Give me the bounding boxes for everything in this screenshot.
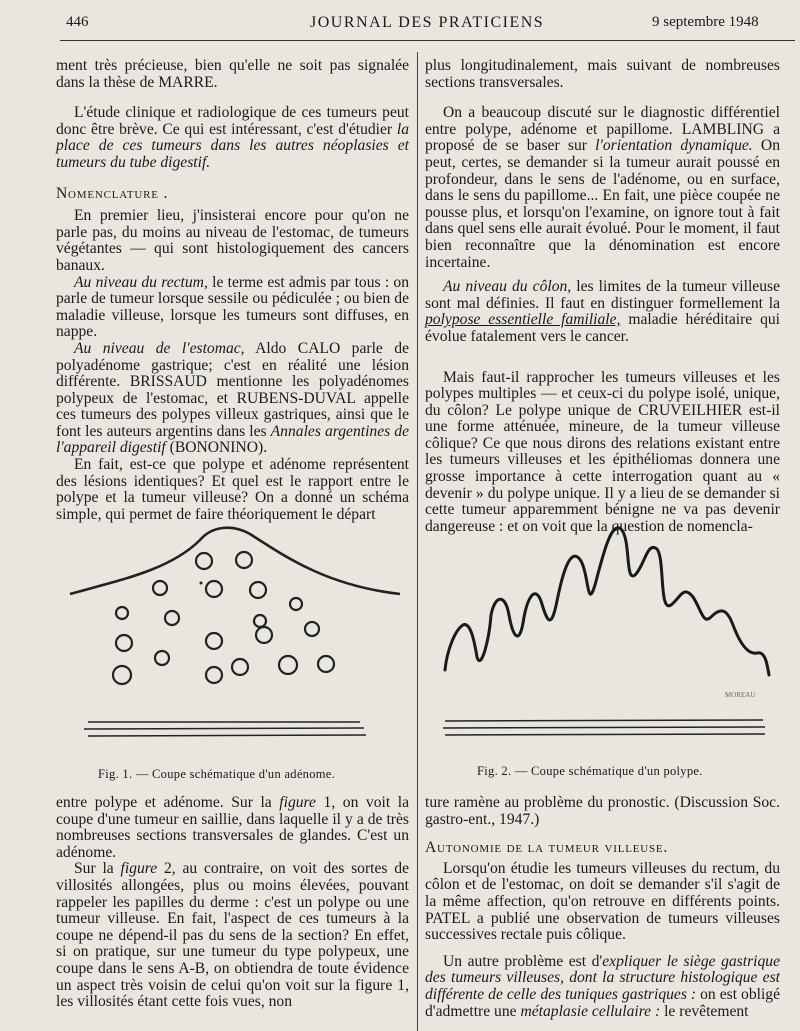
journal-title: JOURNAL DES PRATICIENS — [310, 14, 545, 31]
paragraph: ture ramène au problème du pronostic. (Discussion Soc. gastro-ent., 1947.) — [425, 794, 780, 828]
paragraph: Mais faut-il rapprocher les tumeurs villeuses et les polypes multiples — et ceux-ci du polype isolé, unique, du côlon? Le polype unique de CRUVEILHIER est-il une forme atténuée, mineure, de la tumeur villeuse côlique? Ce que nous dirons des relations existant entre les tumeurs villeuses et les épithéliomas donnera une grosse importance à cette interrogation quant au « devenir » du polype unique. Il y a lieu de se demander si cette tumeur apparemment bénigne ne va pas devenir dangereuse : et on voit que la question de nomencla- — [425, 368, 780, 535]
base-layer-lines — [443, 720, 765, 735]
paragraph: Au niveau de l'estomac, Aldo CALO parle de polyadénome gastrique; c'est en réalité une lésion différente. BRISSAUD mentionne les polyadénomes polypeux de l'estomac, et RUBENS-DUVAL appelle ces tumeurs des polypes villeux gastriques, ainsi que le font les auteurs argentins dans les Annales argentines de l'appareil digestif (BONONINO). — [56, 339, 409, 457]
issue-date: 9 septembre 1948 — [652, 14, 759, 30]
paragraph: Sur la figure 2, au contraire, on voit des sortes de villosités allongées, plus ou moins élevées, pouvant rappeler les papilles du derme : c'est un polype ou une tumeur villeuse. En fait, l'aspect de ces tumeurs à la coupe ne dépend-il pas du sens de la section? En effet, si on pratique, sur une tumeur du type polypeux, une coupe dans le sens A-B, on obtiendra de toute évidence un aspect très voisin de celui qu'on voit sur la figure 1, les villosités étant cette fois vues, non — [56, 860, 409, 1011]
paragraph: On a beaucoup discuté sur le diagnostic différentiel entre polype, adénome et papillome. LAMBLING a proposé de se baser sur l'orientation dynamique. On peut, certes, se demander si la tumeur aurait poussé en profondeur, dans le sens de l'adénome, ou en surface, dans le sens du papillome... En fait, une pièce coupée ne pousse plus, et lorsqu'on l'examine, on ignore tout à fait dans quel sens elle aurait évolué. Pour le moment, il faut bien reconnaître que la dénomination est encore incertaine. — [425, 104, 780, 271]
figure-2-caption: Fig. 2. — Coupe schématique d'un polype. — [477, 764, 703, 778]
paragraph: Un autre problème est d'expliquer le siège gastrique des tumeurs villeuses, dont la structure histologique est différente de celle des tuniques gastriques : on est obligé d'admettre une métaplasie cellulaire : le revêtement — [425, 952, 780, 1020]
page-header — [0, 10, 800, 32]
page-number: 446 — [66, 14, 89, 30]
base-layer-lines — [84, 722, 366, 736]
paragraph: En premier lieu, j'insisterai encore pour qu'on ne parle pas, du moins au niveau de l'estomac, de tumeurs végétantes — qui sont histologiquement des cancers banaux. — [56, 207, 409, 274]
figure-1-adenoma-diagram — [60, 510, 415, 780]
figure-1-caption: Fig. 1. — Coupe schématique d'un adénome. — [98, 767, 336, 781]
column-divider — [417, 52, 418, 1031]
left-column-bottom — [56, 795, 409, 1011]
artist-signature: MOREAU — [725, 691, 756, 699]
paragraph: Lorsqu'on étudie les tumeurs villeuses du rectum, du côlon et de l'estomac, on doit se demander s'il s'agit de la même affection, qu'on retrouve en différents points. PATEL a publié une observation de tumeurs villeuses successives rectale puis côlique. — [425, 859, 780, 944]
figure-2-polyp-diagram — [425, 505, 785, 780]
paragraph: entre polype et adénome. Sur la figure 1, on voit la coupe d'une tumeur en saillie, dans laquelle il y a de très nombreuses sections transversales de glandes. C'est un adénome. — [56, 794, 409, 861]
section-heading-autonomie: Autonomie de la tumeur villeuse. — [425, 839, 669, 857]
paragraph: ment très précieuse, bien qu'elle ne soit pas signalée dans la thèse de MARRE. — [56, 57, 409, 91]
left-column-top — [56, 58, 409, 523]
header-rule — [60, 40, 795, 41]
section-heading-nomenclature: Nomenclature . — [56, 184, 169, 202]
right-column-top — [425, 58, 780, 535]
paragraph: plus longitudinalement, mais suivant de nombreuses sections transversales. — [425, 57, 780, 91]
paragraph: L'étude clinique et radiologique de ces tumeurs peut donc être brève. Ce qui est intéressant, c'est d'étudier la place de ces tumeurs dans les autres néoplasies et tumeurs du tube digestif. — [56, 104, 409, 171]
paragraph: Au niveau du côlon, les limites de la tumeur villeuse sont mal définies. Il faut en distinguer formellement la polypose essentielle familiale, maladie héréditaire qui évolue fatalement vers le cancer. — [425, 278, 780, 345]
paragraph: Au niveau du rectum, le terme est admis par tous : on parle de tumeur lorsque sessile ou pédiculée ; ou bien de maladie villeuse, lorsque les tumeurs sont diffuses, en nappe. — [56, 273, 409, 341]
paragraph: En fait, est-ce que polype et adénome représentent des lésions identiques? Et quel est le rapport entre le polype et la tumeur villeuse? On a donné un schéma simple, qui permet de faire théoriquement le départ — [56, 456, 409, 523]
right-column-bottom — [425, 795, 780, 1020]
villosities-outline — [445, 528, 769, 675]
